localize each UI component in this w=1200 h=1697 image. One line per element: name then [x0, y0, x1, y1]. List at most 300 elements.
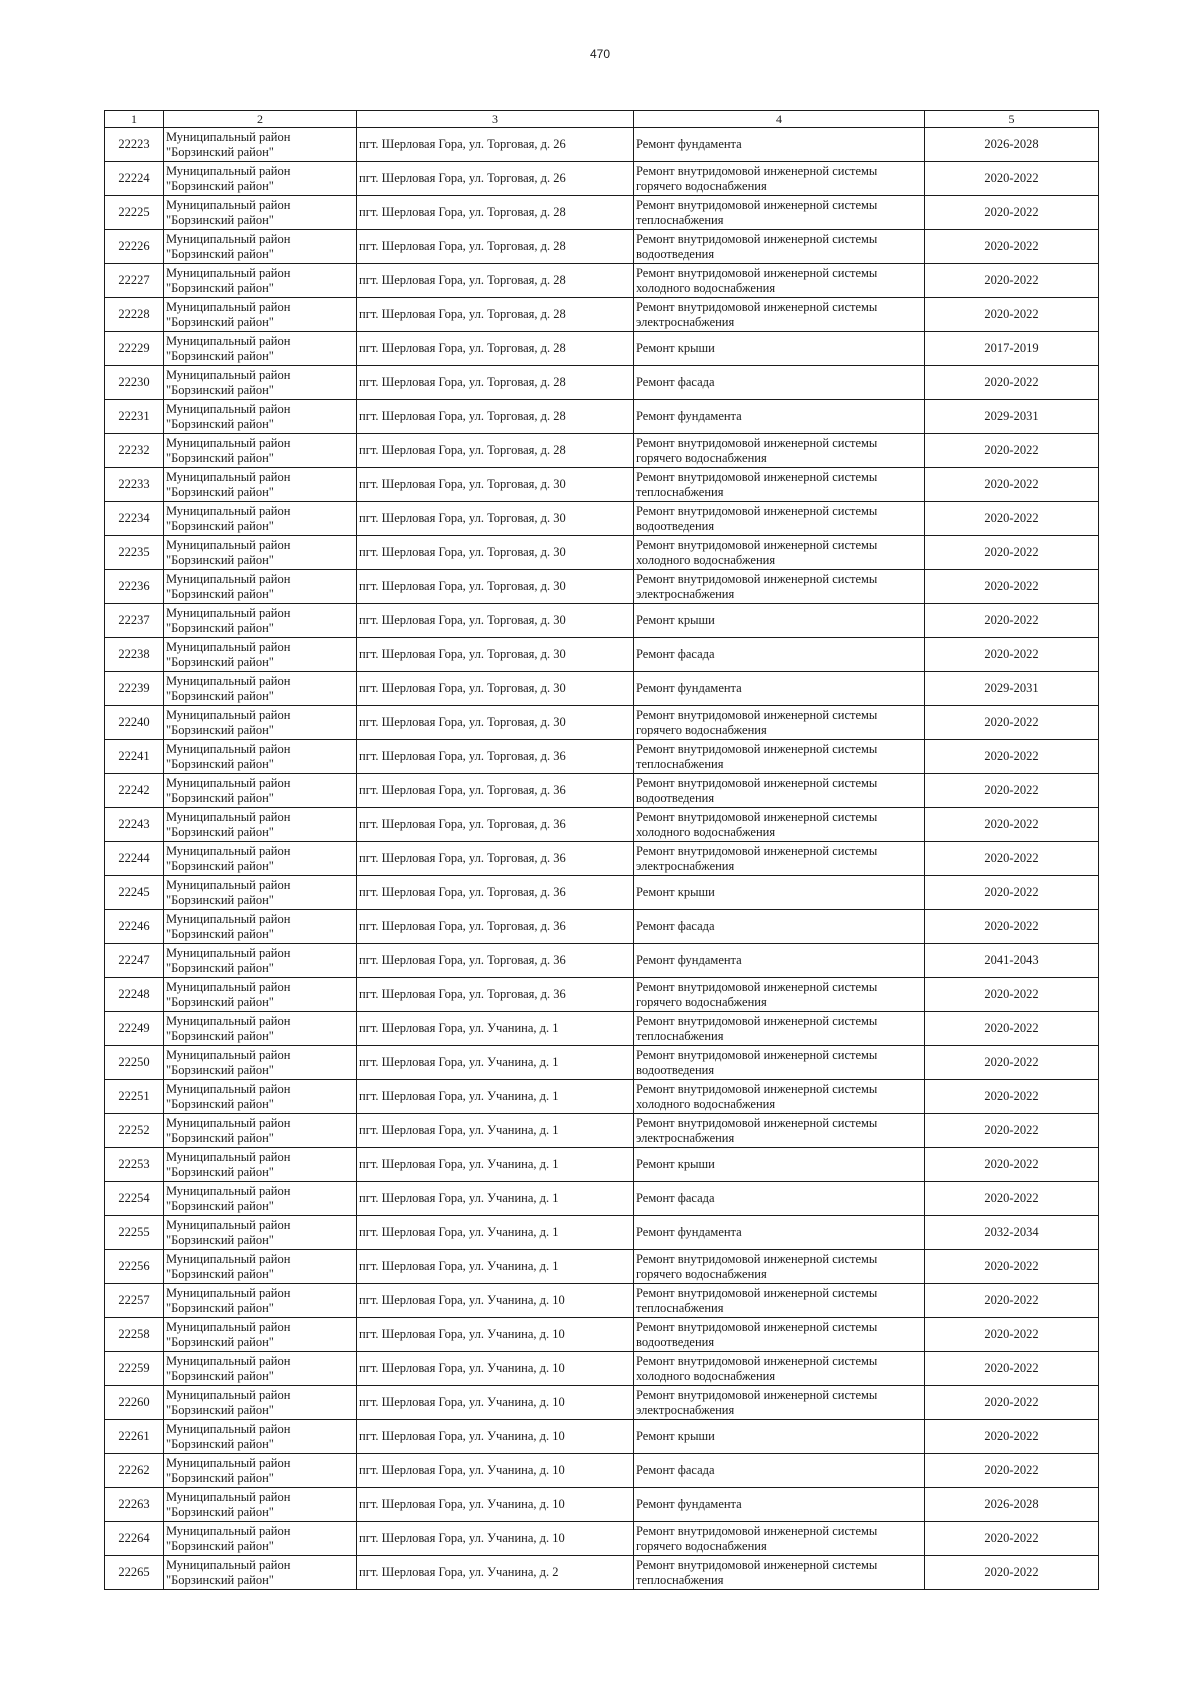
work-type-cell: Ремонт крыши: [634, 1148, 925, 1182]
table-row: [105, 468, 1099, 502]
work-type-line: Ремонт внутридомовой инженерной системы: [636, 979, 878, 994]
table-row: [105, 434, 1099, 468]
work-type-cell: [634, 570, 925, 604]
period-cell: 2020-2022: [925, 842, 1099, 876]
table-row: [105, 1318, 1099, 1352]
municipality-line: Муниципальный район: [166, 537, 291, 552]
work-type-line: холодного водоснабжения: [636, 1096, 776, 1111]
period-cell: 2020-2022: [925, 740, 1099, 774]
row-number-cell: 22246: [105, 910, 164, 944]
row-number-cell: 22251: [105, 1080, 164, 1114]
work-type-line: Ремонт внутридомовой инженерной системы: [636, 503, 878, 518]
period-cell: 2020-2022: [925, 1080, 1099, 1114]
period-cell: 2020-2022: [925, 264, 1099, 298]
column-header: 5: [925, 111, 1099, 128]
period-cell: 2020-2022: [925, 196, 1099, 230]
address-cell: пгт. Шерловая Гора, ул. Торговая, д. 30: [357, 638, 634, 672]
table-row: [105, 638, 1099, 672]
period-cell: 2020-2022: [925, 1522, 1099, 1556]
row-number-cell: 22230: [105, 366, 164, 400]
municipality-line: "Борзинский район": [166, 1436, 274, 1451]
address-cell: пгт. Шерловая Гора, ул. Торговая, д. 30: [357, 672, 634, 706]
period-cell: 2020-2022: [925, 1148, 1099, 1182]
municipality-cell: [164, 638, 357, 672]
work-type-line: Ремонт внутридомовой инженерной системы: [636, 1013, 878, 1028]
work-type-line: Ремонт внутридомовой инженерной системы: [636, 1285, 878, 1300]
period-cell: 2020-2022: [925, 570, 1099, 604]
page-number: 470: [589, 47, 611, 61]
municipality-cell: [164, 842, 357, 876]
period-cell: 2020-2022: [925, 774, 1099, 808]
work-type-cell: Ремонт фасада: [634, 1182, 925, 1216]
work-type-cell: [634, 1556, 925, 1590]
period-cell: 2020-2022: [925, 1046, 1099, 1080]
work-type-cell: [634, 230, 925, 264]
table-row: [105, 1114, 1099, 1148]
municipality-line: Муниципальный район: [166, 1387, 291, 1402]
work-type-line: электроснабжения: [636, 1130, 735, 1145]
row-number-cell: 22265: [105, 1556, 164, 1590]
municipality-cell: [164, 1556, 357, 1590]
municipality-cell: [164, 298, 357, 332]
municipality-cell: [164, 1250, 357, 1284]
period-cell: 2020-2022: [925, 808, 1099, 842]
work-type-cell: Ремонт крыши: [634, 604, 925, 638]
work-type-line: Ремонт внутридомовой инженерной системы: [636, 1387, 878, 1402]
municipality-cell: [164, 978, 357, 1012]
municipality-cell: [164, 910, 357, 944]
period-cell: 2020-2022: [925, 876, 1099, 910]
municipality-line: Муниципальный район: [166, 1149, 291, 1164]
municipality-line: "Борзинский район": [166, 144, 274, 159]
municipality-line: Муниципальный район: [166, 197, 291, 212]
address-cell: пгт. Шерловая Гора, ул. Торговая, д. 30: [357, 706, 634, 740]
period-cell: 2020-2022: [925, 978, 1099, 1012]
address-cell: пгт. Шерловая Гора, ул. Учанина, д. 1: [357, 1080, 634, 1114]
table-row: [105, 162, 1099, 196]
address-cell: пгт. Шерловая Гора, ул. Учанина, д. 1: [357, 1216, 634, 1250]
work-type-cell: Ремонт фасада: [634, 1454, 925, 1488]
work-type-line: холодного водоснабжения: [636, 1368, 776, 1383]
municipality-line: Муниципальный район: [166, 571, 291, 586]
table-row: [105, 570, 1099, 604]
row-number-cell: 22228: [105, 298, 164, 332]
row-number-cell: 22263: [105, 1488, 164, 1522]
municipality-line: "Борзинский район": [166, 756, 274, 771]
address-cell: пгт. Шерловая Гора, ул. Торговая, д. 26: [357, 128, 634, 162]
work-type-line: электроснабжения: [636, 1402, 735, 1417]
row-number-cell: 22250: [105, 1046, 164, 1080]
municipality-line: Муниципальный район: [166, 741, 291, 756]
municipality-line: Муниципальный район: [166, 1217, 291, 1232]
municipality-line: Муниципальный район: [166, 265, 291, 280]
work-type-line: Ремонт внутридомовой инженерной системы: [636, 163, 878, 178]
municipality-line: "Борзинский район": [166, 518, 274, 533]
municipality-line: "Борзинский район": [166, 824, 274, 839]
municipality-line: Муниципальный район: [166, 673, 291, 688]
municipality-line: Муниципальный район: [166, 775, 291, 790]
municipality-cell: [164, 604, 357, 638]
municipality-line: "Борзинский район": [166, 484, 274, 499]
table-row: [105, 536, 1099, 570]
table-row: [105, 604, 1099, 638]
period-cell: 2020-2022: [925, 638, 1099, 672]
municipality-line: Муниципальный район: [166, 945, 291, 960]
work-type-cell: [634, 468, 925, 502]
table-row: [105, 196, 1099, 230]
address-cell: пгт. Шерловая Гора, ул. Учанина, д. 2: [357, 1556, 634, 1590]
municipality-cell: [164, 434, 357, 468]
work-type-line: горячего водоснабжения: [636, 722, 767, 737]
table-row: [105, 944, 1099, 978]
work-type-line: Ремонт внутридомовой инженерной системы: [636, 571, 878, 586]
row-number-cell: 22239: [105, 672, 164, 706]
column-header: 2: [164, 111, 357, 128]
table-row: [105, 1012, 1099, 1046]
address-cell: пгт. Шерловая Гора, ул. Учанина, д. 1: [357, 1046, 634, 1080]
municipality-line: "Борзинский район": [166, 586, 274, 601]
table-row: [105, 672, 1099, 706]
municipality-cell: [164, 1216, 357, 1250]
municipality-line: "Борзинский район": [166, 1300, 274, 1315]
work-type-line: теплоснабжения: [636, 1572, 724, 1587]
municipality-line: "Борзинский район": [166, 1402, 274, 1417]
municipality-line: Муниципальный район: [166, 1047, 291, 1062]
work-type-line: Ремонт внутридомовой инженерной системы: [636, 231, 878, 246]
municipality-line: "Борзинский район": [166, 926, 274, 941]
work-type-line: Ремонт внутридомовой инженерной системы: [636, 265, 878, 280]
address-cell: пгт. Шерловая Гора, ул. Торговая, д. 28: [357, 366, 634, 400]
municipality-line: Муниципальный район: [166, 843, 291, 858]
municipality-line: Муниципальный район: [166, 1455, 291, 1470]
period-cell: 2017-2019: [925, 332, 1099, 366]
address-cell: пгт. Шерловая Гора, ул. Торговая, д. 36: [357, 910, 634, 944]
row-number-cell: 22225: [105, 196, 164, 230]
row-number-cell: 22252: [105, 1114, 164, 1148]
municipality-cell: [164, 1182, 357, 1216]
period-cell: 2020-2022: [925, 1386, 1099, 1420]
work-type-line: Ремонт внутридомовой инженерной системы: [636, 1115, 878, 1130]
municipality-line: "Борзинский район": [166, 382, 274, 397]
municipality-line: "Борзинский район": [166, 314, 274, 329]
row-number-cell: 22259: [105, 1352, 164, 1386]
municipality-line: Муниципальный район: [166, 367, 291, 382]
table-row: [105, 1182, 1099, 1216]
table-row: [105, 808, 1099, 842]
municipality-cell: [164, 1522, 357, 1556]
period-cell: 2020-2022: [925, 366, 1099, 400]
municipality-line: Муниципальный район: [166, 231, 291, 246]
work-type-line: Ремонт внутридомовой инженерной системы: [636, 1557, 878, 1572]
table-row: [105, 774, 1099, 808]
work-type-line: электроснабжения: [636, 586, 735, 601]
work-type-line: Ремонт внутридомовой инженерной системы: [636, 299, 878, 314]
work-type-cell: Ремонт фасада: [634, 910, 925, 944]
work-type-line: Ремонт внутридомовой инженерной системы: [636, 1047, 878, 1062]
work-type-cell: Ремонт фундамента: [634, 672, 925, 706]
work-type-line: теплоснабжения: [636, 1300, 724, 1315]
municipality-line: "Борзинский район": [166, 994, 274, 1009]
municipality-cell: [164, 1352, 357, 1386]
municipality-line: Муниципальный район: [166, 1319, 291, 1334]
work-type-line: горячего водоснабжения: [636, 450, 767, 465]
period-cell: 2020-2022: [925, 1454, 1099, 1488]
row-number-cell: 22241: [105, 740, 164, 774]
work-type-cell: Ремонт фундамента: [634, 1488, 925, 1522]
municipality-cell: [164, 128, 357, 162]
municipality-line: Муниципальный район: [166, 911, 291, 926]
work-type-line: горячего водоснабжения: [636, 1538, 767, 1553]
table-row: [105, 1216, 1099, 1250]
work-type-line: Ремонт внутридомовой инженерной системы: [636, 843, 878, 858]
work-type-line: Ремонт внутридомовой инженерной системы: [636, 1081, 878, 1096]
row-number-cell: 22237: [105, 604, 164, 638]
municipality-line: Муниципальный район: [166, 1523, 291, 1538]
table-row: [105, 230, 1099, 264]
municipality-line: "Борзинский район": [166, 1470, 274, 1485]
work-type-line: Ремонт внутридомовой инженерной системы: [636, 469, 878, 484]
address-cell: пгт. Шерловая Гора, ул. Учанина, д. 10: [357, 1420, 634, 1454]
address-cell: пгт. Шерловая Гора, ул. Учанина, д. 10: [357, 1352, 634, 1386]
municipality-line: "Борзинский район": [166, 212, 274, 227]
municipality-cell: [164, 1080, 357, 1114]
row-number-cell: 22245: [105, 876, 164, 910]
work-type-cell: [634, 196, 925, 230]
address-cell: пгт. Шерловая Гора, ул. Торговая, д. 30: [357, 570, 634, 604]
municipality-cell: [164, 1012, 357, 1046]
address-cell: пгт. Шерловая Гора, ул. Учанина, д. 10: [357, 1522, 634, 1556]
table-row: [105, 128, 1099, 162]
table-row: [105, 298, 1099, 332]
municipality-cell: [164, 502, 357, 536]
address-cell: пгт. Шерловая Гора, ул. Торговая, д. 36: [357, 774, 634, 808]
work-type-cell: Ремонт фасада: [634, 638, 925, 672]
address-cell: пгт. Шерловая Гора, ул. Торговая, д. 28: [357, 332, 634, 366]
municipality-line: "Борзинский район": [166, 1198, 274, 1213]
municipality-line: "Борзинский район": [166, 1538, 274, 1553]
municipality-cell: [164, 808, 357, 842]
work-type-line: Ремонт внутридомовой инженерной системы: [636, 809, 878, 824]
municipality-line: Муниципальный район: [166, 1115, 291, 1130]
work-type-line: теплоснабжения: [636, 484, 724, 499]
municipality-cell: [164, 706, 357, 740]
work-type-cell: [634, 1522, 925, 1556]
row-number-cell: 22262: [105, 1454, 164, 1488]
municipality-line: Муниципальный район: [166, 299, 291, 314]
work-type-line: водоотведения: [636, 790, 715, 805]
row-number-cell: 22232: [105, 434, 164, 468]
address-cell: пгт. Шерловая Гора, ул. Учанина, д. 10: [357, 1318, 634, 1352]
municipality-line: Муниципальный район: [166, 1251, 291, 1266]
work-type-line: холодного водоснабжения: [636, 824, 776, 839]
address-cell: пгт. Шерловая Гора, ул. Торговая, д. 28: [357, 196, 634, 230]
table-row: [105, 1522, 1099, 1556]
municipality-line: Муниципальный район: [166, 1489, 291, 1504]
municipality-line: Муниципальный район: [166, 1285, 291, 1300]
work-type-cell: [634, 740, 925, 774]
address-cell: пгт. Шерловая Гора, ул. Торговая, д. 30: [357, 536, 634, 570]
column-header: 1: [105, 111, 164, 128]
municipality-line: "Борзинский район": [166, 722, 274, 737]
municipality-cell: [164, 366, 357, 400]
row-number-cell: 22244: [105, 842, 164, 876]
municipality-line: "Борзинский район": [166, 654, 274, 669]
row-number-cell: 22229: [105, 332, 164, 366]
municipality-line: "Борзинский район": [166, 416, 274, 431]
table-row: [105, 1148, 1099, 1182]
work-type-cell: [634, 978, 925, 1012]
work-type-cell: [634, 1012, 925, 1046]
row-number-cell: 22255: [105, 1216, 164, 1250]
municipality-line: "Борзинский район": [166, 858, 274, 873]
work-type-line: горячего водоснабжения: [636, 178, 767, 193]
municipality-line: "Борзинский район": [166, 1334, 274, 1349]
row-number-cell: 22257: [105, 1284, 164, 1318]
work-type-line: водоотведения: [636, 246, 715, 261]
address-cell: пгт. Шерловая Гора, ул. Учанина, д. 1: [357, 1148, 634, 1182]
table-row: [105, 1080, 1099, 1114]
work-type-line: Ремонт внутридомовой инженерной системы: [636, 435, 878, 450]
period-cell: 2020-2022: [925, 468, 1099, 502]
work-type-cell: Ремонт крыши: [634, 1420, 925, 1454]
work-type-cell: [634, 842, 925, 876]
municipality-line: "Борзинский район": [166, 1028, 274, 1043]
address-cell: пгт. Шерловая Гора, ул. Учанина, д. 10: [357, 1454, 634, 1488]
table-row: [105, 842, 1099, 876]
table-row: [105, 332, 1099, 366]
period-cell: 2026-2028: [925, 128, 1099, 162]
table-row: [105, 910, 1099, 944]
row-number-cell: 22227: [105, 264, 164, 298]
work-type-cell: [634, 1080, 925, 1114]
municipality-line: "Борзинский район": [166, 960, 274, 975]
work-type-line: горячего водоснабжения: [636, 1266, 767, 1281]
column-header: 3: [357, 111, 634, 128]
municipality-line: "Борзинский район": [166, 1232, 274, 1247]
address-cell: пгт. Шерловая Гора, ул. Торговая, д. 28: [357, 230, 634, 264]
table-row: [105, 1420, 1099, 1454]
work-type-cell: [634, 774, 925, 808]
work-type-line: водоотведения: [636, 1334, 715, 1349]
period-cell: 2020-2022: [925, 502, 1099, 536]
municipality-line: Муниципальный район: [166, 809, 291, 824]
table-row: [105, 1046, 1099, 1080]
address-cell: пгт. Шерловая Гора, ул. Учанина, д. 1: [357, 1250, 634, 1284]
work-type-cell: [634, 298, 925, 332]
period-cell: 2020-2022: [925, 298, 1099, 332]
period-cell: 2020-2022: [925, 1284, 1099, 1318]
municipality-line: "Борзинский район": [166, 1164, 274, 1179]
municipality-line: "Борзинский район": [166, 552, 274, 567]
work-type-cell: [634, 1250, 925, 1284]
work-type-line: Ремонт внутридомовой инженерной системы: [636, 775, 878, 790]
municipality-cell: [164, 1148, 357, 1182]
municipality-line: Муниципальный район: [166, 1013, 291, 1028]
address-cell: пгт. Шерловая Гора, ул. Торговая, д. 30: [357, 604, 634, 638]
municipality-line: "Борзинский район": [166, 1062, 274, 1077]
table-row: [105, 1284, 1099, 1318]
work-type-line: теплоснабжения: [636, 756, 724, 771]
work-type-cell: [634, 162, 925, 196]
municipality-line: "Борзинский район": [166, 1266, 274, 1281]
table-row: [105, 1386, 1099, 1420]
municipality-line: Муниципальный район: [166, 707, 291, 722]
table-row: [105, 1488, 1099, 1522]
municipality-cell: [164, 944, 357, 978]
period-cell: 2020-2022: [925, 1352, 1099, 1386]
period-cell: 2020-2022: [925, 706, 1099, 740]
municipality-cell: [164, 332, 357, 366]
period-cell: 2026-2028: [925, 1488, 1099, 1522]
work-type-cell: [634, 1386, 925, 1420]
table-row: [105, 1556, 1099, 1590]
row-number-cell: 22258: [105, 1318, 164, 1352]
work-type-cell: Ремонт фундамента: [634, 128, 925, 162]
municipality-line: "Борзинский район": [166, 1096, 274, 1111]
row-number-cell: 22224: [105, 162, 164, 196]
work-type-line: холодного водоснабжения: [636, 552, 776, 567]
municipality-cell: [164, 1454, 357, 1488]
work-type-line: Ремонт внутридомовой инженерной системы: [636, 1319, 878, 1334]
municipality-line: "Борзинский район": [166, 620, 274, 635]
row-number-cell: 22254: [105, 1182, 164, 1216]
period-cell: 2020-2022: [925, 162, 1099, 196]
municipality-line: "Борзинский район": [166, 1572, 274, 1587]
work-type-line: водоотведения: [636, 1062, 715, 1077]
row-number-cell: 22243: [105, 808, 164, 842]
work-type-cell: Ремонт фундамента: [634, 944, 925, 978]
work-type-cell: Ремонт крыши: [634, 332, 925, 366]
period-cell: 2032-2034: [925, 1216, 1099, 1250]
municipality-line: Муниципальный район: [166, 1353, 291, 1368]
municipality-line: "Борзинский район": [166, 178, 274, 193]
row-number-cell: 22235: [105, 536, 164, 570]
work-type-cell: [634, 1352, 925, 1386]
municipality-line: Муниципальный район: [166, 401, 291, 416]
table-body: [105, 128, 1099, 1590]
municipality-cell: [164, 774, 357, 808]
municipality-line: "Борзинский район": [166, 246, 274, 261]
row-number-cell: 22233: [105, 468, 164, 502]
municipality-line: Муниципальный район: [166, 877, 291, 892]
municipality-line: Муниципальный район: [166, 979, 291, 994]
table-row: [105, 264, 1099, 298]
work-type-line: горячего водоснабжения: [636, 994, 767, 1009]
address-cell: пгт. Шерловая Гора, ул. Торговая, д. 28: [357, 400, 634, 434]
municipality-line: Муниципальный район: [166, 469, 291, 484]
work-type-line: Ремонт внутридомовой инженерной системы: [636, 537, 878, 552]
row-number-cell: 22231: [105, 400, 164, 434]
header-row: [105, 111, 1099, 128]
address-cell: пгт. Шерловая Гора, ул. Торговая, д. 30: [357, 502, 634, 536]
table-row: [105, 740, 1099, 774]
table-row: [105, 366, 1099, 400]
address-cell: пгт. Шерловая Гора, ул. Торговая, д. 36: [357, 978, 634, 1012]
row-number-cell: 22226: [105, 230, 164, 264]
work-type-line: Ремонт внутридомовой инженерной системы: [636, 1353, 878, 1368]
row-number-cell: 22240: [105, 706, 164, 740]
municipality-cell: [164, 536, 357, 570]
table-row: [105, 1454, 1099, 1488]
municipality-line: Муниципальный район: [166, 503, 291, 518]
work-type-line: Ремонт внутридомовой инженерной системы: [636, 197, 878, 212]
work-type-line: холодного водоснабжения: [636, 280, 776, 295]
address-cell: пгт. Шерловая Гора, ул. Учанина, д. 10: [357, 1284, 634, 1318]
address-cell: пгт. Шерловая Гора, ул. Учанина, д. 10: [357, 1386, 634, 1420]
address-cell: пгт. Шерловая Гора, ул. Торговая, д. 30: [357, 468, 634, 502]
municipality-cell: [164, 1386, 357, 1420]
row-number-cell: 22248: [105, 978, 164, 1012]
